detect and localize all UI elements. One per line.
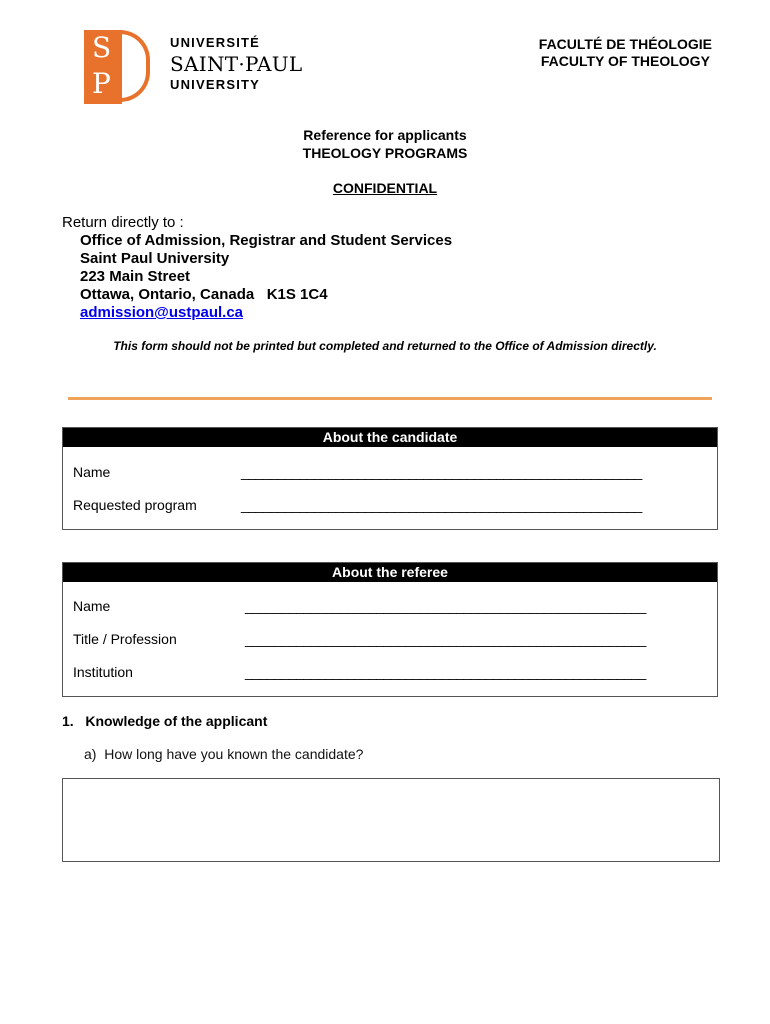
question-1a-answer-box[interactable] — [62, 778, 720, 862]
candidate-section — [62, 427, 718, 530]
candidate-name-field[interactable]: _______________________________________________________ — [241, 464, 642, 480]
address-office: Office of Admission, Registrar and Student Services — [80, 232, 453, 249]
logo-line-universite: UNIVERSITÉ — [170, 35, 261, 50]
requested-program-label: Requested program — [73, 497, 197, 513]
faculty-heading — [539, 36, 712, 70]
logo-wordmark — [170, 36, 302, 92]
logo-letter-s: S — [92, 31, 112, 64]
logo-line-saint-paul: SAINT·PAUL — [170, 52, 303, 76]
form-title-line1: Reference for applicants — [303, 127, 467, 143]
section-divider — [68, 397, 712, 400]
confidential-label: CONFIDENTIAL — [332, 180, 438, 196]
return-address — [80, 232, 452, 322]
address-street: 223 Main Street — [80, 268, 191, 285]
form-notice: This form should not be printed but completed and returned to the Office of Admission directly. — [113, 339, 657, 353]
question-1-title: 1. Knowledge of the applicant — [62, 713, 268, 729]
referee-name-field[interactable]: _______________________________________________________ — [245, 598, 646, 614]
address-city: Ottawa, Ontario, Canada K1S 1C4 — [80, 286, 328, 303]
form-title-line2: THEOLOGY PROGRAMS — [302, 145, 468, 161]
logo-line-university: UNIVERSITY — [170, 77, 261, 92]
requested-program-field[interactable]: _______________________________________________________ — [241, 497, 642, 513]
faculty-name-fr: FACULTÉ DE THÉOLOGIE — [538, 36, 712, 52]
question-1a-text: a) How long have you known the candidate? — [84, 746, 364, 762]
candidate-name-label: Name — [73, 464, 111, 480]
referee-institution-field[interactable]: _______________________________________________________ — [245, 664, 646, 680]
referee-section-heading: About the referee — [63, 563, 717, 582]
university-logo — [84, 28, 314, 108]
referee-title-label: Title / Profession — [73, 631, 177, 647]
logo-arc — [114, 30, 150, 102]
faculty-name-en: FACULTY OF THEOLOGY — [540, 53, 710, 69]
return-label: Return directly to : — [62, 214, 184, 231]
logo-letter-p: P — [92, 67, 111, 100]
candidate-section-heading: About the candidate — [63, 428, 717, 447]
referee-institution-label: Institution — [73, 664, 133, 680]
referee-section — [62, 562, 718, 697]
email-link[interactable]: admission@ustpaul.ca — [80, 304, 244, 321]
referee-title-field[interactable]: _______________________________________________________ — [245, 631, 646, 647]
referee-name-label: Name — [73, 598, 111, 614]
form-title — [0, 126, 770, 162]
address-university: Saint Paul University — [80, 250, 230, 267]
